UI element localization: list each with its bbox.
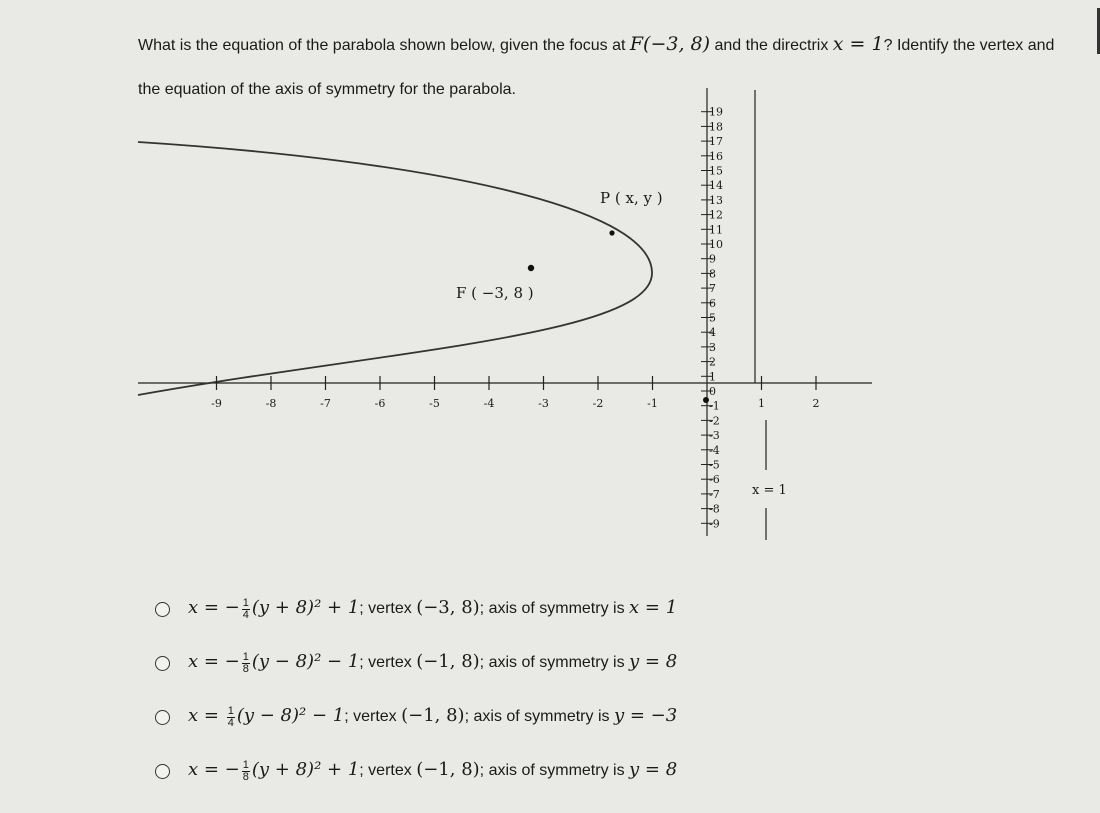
y-tick-label: 0 <box>709 385 716 398</box>
point-p <box>609 230 614 235</box>
option-3-vertex: (−1, 8) <box>401 705 465 727</box>
option-3-axis: y = −3 <box>613 705 678 727</box>
option-4-text <box>188 759 677 782</box>
x-tick-label: -9 <box>211 397 222 410</box>
y-tick-label: 1 <box>709 370 716 384</box>
question-part2: and the directrix <box>710 37 833 54</box>
focus-label: F ( −3, 8 ) <box>456 284 534 302</box>
option-1-eq-pre: x = − <box>188 597 240 619</box>
y-tick-label: 18 <box>709 120 723 134</box>
option-4-num: 1 <box>242 758 249 771</box>
y-tick-label: -6 <box>709 473 720 487</box>
option-1-vertex: (−3, 8) <box>416 597 480 619</box>
y-tick-label: -4 <box>709 443 720 457</box>
option-2-eq-post: (y − 8)² − 1 <box>251 651 360 673</box>
y-tick-label: 14 <box>709 179 723 193</box>
y-tick-label: 13 <box>709 193 723 207</box>
y-tick-label: 10 <box>709 238 723 251</box>
option-4-den: 8 <box>242 770 249 783</box>
y-tick-label: 9 <box>709 252 716 266</box>
option-3-den: 4 <box>227 716 234 729</box>
y-tick-label: 11 <box>709 223 723 237</box>
y-tick-label: 2 <box>709 355 716 369</box>
y-tick-label: -2 <box>709 414 720 428</box>
option-1-axis: x = 1 <box>629 597 678 619</box>
option-4-axis-text: ; axis of symmetry is <box>479 762 630 780</box>
option-1-den: 4 <box>242 608 249 621</box>
directrix-math: x = 1 <box>832 33 884 55</box>
y-tick-label: 6 <box>709 296 716 310</box>
option-3[interactable] <box>155 690 855 744</box>
y-tick-label: 7 <box>709 282 716 296</box>
option-1-eq-post: (y + 8)² + 1 <box>251 597 360 619</box>
option-3-rest: ; vertex <box>344 708 402 726</box>
option-1-rest: ; vertex <box>359 600 417 618</box>
option-2-axis-text: ; axis of symmetry is <box>479 654 630 672</box>
option-1-axis-text: ; axis of symmetry is <box>479 600 630 618</box>
option-1[interactable] <box>155 582 855 636</box>
focus-point <box>528 265 534 271</box>
option-2-fraction <box>242 652 250 675</box>
x-tick-label: 1 <box>758 397 765 410</box>
option-2-axis: y = 8 <box>629 651 678 673</box>
y-tick-label: 17 <box>709 135 723 149</box>
option-4-eq-pre: x = − <box>188 759 240 781</box>
y-tick-label: 8 <box>709 267 716 281</box>
y-tick-label: -9 <box>709 517 720 531</box>
parabola-curve <box>138 142 652 395</box>
y-tick-label: -8 <box>709 502 720 516</box>
x-tick-label: -3 <box>538 397 549 410</box>
y-tick-label: -7 <box>709 487 720 501</box>
y-tick-label: 3 <box>709 340 716 354</box>
option-2-vertex: (−1, 8) <box>416 651 480 673</box>
x-tick-label: -7 <box>320 397 331 410</box>
y-tick-label: 5 <box>709 311 716 325</box>
option-4-fraction <box>242 760 250 783</box>
directrix-label: x = 1 <box>752 483 787 498</box>
y-tick-label: -3 <box>709 429 720 443</box>
option-3-text <box>188 705 677 728</box>
y-tick-label: 19 <box>709 105 723 119</box>
option-2[interactable] <box>155 636 855 690</box>
point-p-label: P ( x, y ) <box>600 189 663 207</box>
option-1-fraction <box>242 598 250 621</box>
option-3-eq-pre: x = <box>188 705 225 727</box>
x-tick-label: -6 <box>374 397 386 410</box>
option-4-axis: y = 8 <box>629 759 678 781</box>
y-tick-label: 16 <box>709 149 723 163</box>
option-4[interactable] <box>155 744 855 798</box>
y-tick-label: 12 <box>709 208 723 222</box>
y-tick-label: 4 <box>709 326 716 340</box>
option-2-text <box>188 651 677 674</box>
option-4-radio[interactable] <box>155 764 170 779</box>
option-4-eq-post: (y + 8)² + 1 <box>251 759 360 781</box>
x-tick-label: -5 <box>429 397 440 410</box>
option-4-rest: ; vertex <box>359 762 417 780</box>
question-part1: What is the equation of the parabola shown below, given the focus at <box>138 37 630 54</box>
option-2-eq-pre: x = − <box>188 651 240 673</box>
x-tick-label: -1 <box>647 397 658 410</box>
option-3-radio[interactable] <box>155 710 170 725</box>
answer-options <box>155 582 855 798</box>
option-2-rest: ; vertex <box>359 654 417 672</box>
x-tick-label: 2 <box>812 397 820 410</box>
x-tick-label: -2 <box>592 397 604 410</box>
option-1-radio[interactable] <box>155 602 170 617</box>
x-tick-label: -4 <box>483 397 495 410</box>
option-1-num: 1 <box>242 596 249 609</box>
option-3-axis-text: ; axis of symmetry is <box>464 708 614 726</box>
x-tick-label: -8 <box>265 397 277 410</box>
option-4-vertex: (−1, 8) <box>416 759 480 781</box>
focus-math: F(−3, 8) <box>629 33 711 55</box>
option-3-num: 1 <box>227 704 234 717</box>
option-2-num: 1 <box>242 650 249 663</box>
question-part3: ? Identify the vertex and the equation of the axis of symmetry for the parabola. <box>138 37 1055 98</box>
option-2-radio[interactable] <box>155 656 170 671</box>
y-tick-label: -1 <box>709 399 720 413</box>
option-1-text <box>188 597 677 620</box>
option-3-fraction <box>227 706 235 729</box>
y-tick-label: 15 <box>709 164 723 178</box>
option-3-eq-post: (y − 8)² − 1 <box>236 705 345 727</box>
y-tick-label: -5 <box>709 458 720 472</box>
option-2-den: 8 <box>242 662 249 675</box>
